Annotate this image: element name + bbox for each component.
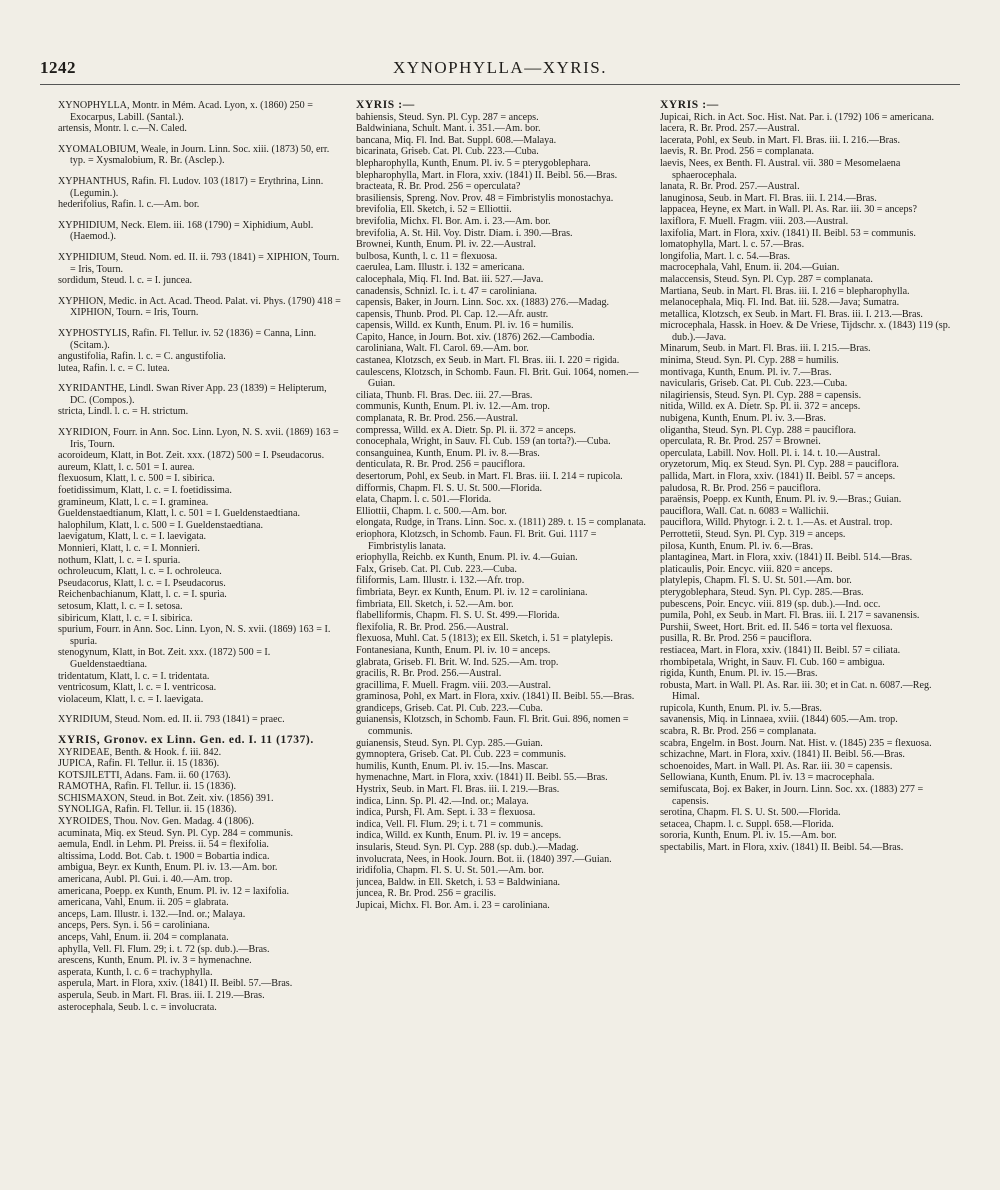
entry-line: lappacea, Heyne, ex Mart. in Wall. Pl. As. Rar. iii. 30 = anceps?	[660, 204, 917, 216]
entry-line: lanata, R. Br. Prod. 257.—Austral.	[660, 181, 800, 193]
entry-line: Monnieri, Klatt, l. c. = I. Monnieri.	[58, 543, 200, 554]
entry-line: asperata, Kunth, l. c. 6 = trachyphylla.	[58, 966, 213, 978]
entry-line: difformis, Chapm. Fl. S. U. St. 500.—Florida.	[356, 482, 542, 494]
entry-line: tridentatum, Klatt, l. c. = I. tridentata.	[58, 670, 210, 682]
entry-line: blepharophylla, Kunth, Enum. Pl. iv. 5 = pterygoblephara.	[356, 157, 591, 169]
entry-line: Fontanesiana, Kunth, Enum. Pl. iv. 10 = anceps.	[356, 644, 551, 656]
entry-line: Baldwiniana, Schult. Mant. i. 351.—Am. bor.	[356, 123, 541, 135]
entry-line: canadensis, Schnizl. Ic. i. t. 47 = caroliniana.	[356, 285, 537, 297]
entry-line: navicularis, Griseb. Cat. Pl. Cub. 223.—Cuba.	[660, 378, 848, 390]
entry-line: castanea, Klotzsch, ex Seub. in Mart. Fl. Bras. iii. I. 220 = rigida.	[356, 355, 620, 367]
entry-line: longifolia, Mart. l. c. 54.—Bras.	[660, 250, 791, 262]
entry-line: juncea, R. Br. Prod. 256 = gracilis.	[356, 888, 496, 900]
entry-line: graminosa, Pohl, ex Mart. in Flora, xxiv. (1841) II. Beibl. 55.—Bras.	[356, 691, 635, 703]
entry-line: hederifolius, Rafin. l. c.—Am. bor.	[58, 199, 200, 211]
column-left	[58, 100, 343, 1180]
entry-line: brasiliensis, Spreng. Nov. Prov. 48 = Fimbristylis monostachya.	[356, 192, 614, 204]
entry-line: compressa, Willd. ex A. Dietr. Sp. Pl. ii. 372 = anceps.	[356, 424, 576, 436]
entry-line: operculata, R. Br. Prod. 257 = Brownei.	[660, 436, 821, 448]
entry-line: Gueldenstaedtianum, Klatt, l. c. 501 = I. Gueldenstaedtiana.	[58, 508, 300, 520]
entry-line: flexuosa, Muhl. Cat. 5 (1813); ex Ell. Sketch, i. 51 = platylepis.	[356, 633, 613, 645]
entry-line: robusta, Mart. in Wall. Pl. As. Rar. iii. 30; et in Cat. n. 6087.—Reg. Himal.	[660, 679, 932, 703]
entry-line: grandiceps, Griseb. Cat. Pl. Cub. 223.—Cuba.	[356, 702, 543, 714]
entry-line: bahiensis, Steud. Syn. Pl. Cyp. 287 = anceps.	[356, 111, 539, 123]
entry-line: pumila, Pohl, ex Seub. in Mart. Fl. Bras. iii. I. 217 = savanensis.	[660, 610, 920, 622]
entry-line: guianensis, Steud. Syn. Pl. Cyp. 285.—Guian.	[356, 737, 543, 749]
entry-line: hymenachne, Mart. in Flora, xxiv. (1841) II. Beibl. 55.—Bras.	[356, 772, 608, 784]
entry-line: asperula, Seub. in Mart. Fl. Bras. iii. I. 219.—Bras.	[58, 989, 265, 1001]
entry-line: pusilla, R. Br. Prod. 256 = pauciflora.	[660, 633, 812, 645]
entry-line: sororia, Kunth, Enum. Pl. iv. 15.—Am. bor.	[660, 830, 837, 842]
entry-line: flexuosum, Klatt, l. c. 500 = I. sibirica.	[58, 473, 215, 485]
entry-line: scabra, Engelm. in Bost. Journ. Nat. Hist. v. (1845) 235 = flexuosa.	[660, 737, 932, 749]
entry-line: rhombipetala, Wright, in Sauv. Fl. Cub. 160 = ambigua.	[660, 656, 885, 668]
entry-line: insularis, Steud. Syn. Pl. Cyp. 288 (sp. dub.).—Madag.	[356, 842, 579, 853]
entry-line: elongata, Rudge, in Trans. Linn. Soc. x. (1811) 289. t. 15 = complanata.	[356, 517, 646, 529]
entry-line: XYPHOSTYLIS, Rafin. Fl. Tellur. iv. 52 (1836) = Canna, Linn. (Scitam.).	[58, 327, 317, 351]
entry-line: brevifolia, Ell. Sketch, i. 52 = Elliottii.	[356, 204, 512, 216]
entry-line: Purshii, Sweet, Hort. Brit. ed. II. 546 = torta vel flexuosa.	[660, 621, 893, 633]
entry-line: XYPHIDIUM, Neck. Elem. iii. 168 (1790) = Xiphidium, Aubl. (Haemod.).	[58, 219, 314, 243]
entry-line: melanocephala, Miq. Fl. Ind. Bat. iii. 528.—Java; Sumatra.	[660, 297, 900, 309]
page-header	[40, 52, 960, 82]
entry-line: bulbosa, Kunth, l. c. 11 = flexuosa.	[356, 250, 498, 262]
entry-line: scabra, R. Br. Prod. 256 = complanata.	[660, 726, 817, 738]
entry-line: paludosa, R. Br. Prod. 256 = pauciflora.	[660, 482, 821, 494]
entry-line: arescens, Kunth, Enum. Pl. iv. 3 = hymenachne.	[58, 955, 252, 967]
entry-line: iridifolia, Chapm. Fl. S. U. St. 501.—Am. bor.	[356, 865, 544, 877]
column-right	[660, 100, 952, 1180]
entry-line: XYRIS, Gronov. ex Linn. Gen. ed. I. 11 (1737).	[58, 733, 314, 746]
entry-line: savanensis, Miq. in Linnaea, xviii. (1844) 605.—Am. trop.	[660, 714, 898, 726]
entry-line: laevis, R. Br. Prod. 256 = complanata.	[660, 146, 814, 158]
entry-line: spectabilis, Mart. in Flora, xxiv. (1841) II. Beibl. 54.—Bras.	[660, 842, 904, 853]
entry-line: Jupicai, Rich. in Act. Soc. Hist. Nat. Par. i. (1792) 106 = americana.	[660, 111, 934, 123]
entry-line: halophilum, Klatt, l. c. 500 = I. Gueldenstaedtiana.	[58, 519, 263, 531]
entry-line: lomatophylla, Mart. l. c. 57.—Bras.	[660, 239, 805, 251]
entry-line: indica, Pursh, Fl. Am. Sept. i. 33 = flexuosa.	[356, 807, 536, 819]
entry-line: XYROIDES, Thou. Nov. Gen. Madag. 4 (1806).	[58, 816, 254, 828]
entry-line: Jupicai, Michx. Fl. Bor. Am. i. 23 = caroliniana.	[356, 899, 550, 911]
entry-line: SYNOLIGA, Rafin. Fl. Tellur. ii. 15 (1836).	[58, 804, 237, 816]
entry-line: americana, Aubl. Pl. Gui. i. 40.—Am. trop.	[58, 874, 233, 886]
entry-line: communis, Kunth, Enum. Pl. iv. 12.—Am. trop.	[356, 401, 550, 413]
entry-line: sordidum, Steud. l. c. = I. juncea.	[58, 275, 193, 287]
entry-line: lacerata, Pohl, ex Seub. in Mart. Fl. Bras. iii. I. 216.—Bras.	[660, 134, 900, 146]
entry-line: malaccensis, Steud. Syn. Pl. Cyp. 287 = complanata.	[660, 273, 873, 285]
entry-line: foetidissimum, Klatt, l. c. = I. foetidissima.	[58, 485, 232, 497]
column-middle	[356, 100, 646, 1180]
entry-line: Elliottii, Chapm. l. c. 500.—Am. bor.	[356, 505, 507, 517]
entry-line: asperula, Mart. in Flora, xxiv. (1841) II. Beibl. 57.—Bras.	[58, 978, 293, 990]
entry-line: caulescens, Klotzsch, in Schomb. Faun. Fl. Brit. Gui. 1064, nomen.—Guian.	[356, 366, 639, 390]
entry-line: caerulea, Lam. Illustr. i. 132 = americana.	[356, 262, 525, 274]
entry-line: indica, Vell. Fl. Flum. 29; i. t. 71 = communis.	[356, 818, 544, 830]
entry-line: Minarum, Seub. in Mart. Fl. Bras. iii. I. 215.—Bras.	[660, 343, 871, 355]
entry-line: Brownei, Kunth, Enum. Pl. iv. 22.—Austral.	[356, 239, 536, 251]
entry-line: nothum, Klatt, l. c. = I. spuria.	[58, 554, 181, 566]
entry-line: minima, Steud. Syn. Pl. Cyp. 288 = humilis.	[660, 355, 839, 367]
entry-line: setosum, Klatt, l. c. = I. setosa.	[58, 600, 183, 612]
entry-line: sibiricum, Klatt, l. c. = I. sibirica.	[58, 612, 193, 624]
entry-line: Capito, Hance, in Journ. Bot. xiv. (1876) 262.—Cambodia.	[356, 331, 595, 343]
entry-line: capensis, Baker, in Journ. Linn. Soc. xx. (1883) 276.—Madag.	[356, 297, 610, 309]
entry-line: gracilis, R. Br. Prod. 256.—Austral.	[356, 668, 502, 680]
entry-line: ochroleucum, Klatt, l. c. = I. ochroleuca.	[58, 566, 222, 578]
entry-line: laevigatum, Klatt, l. c. = I. laevigata.	[58, 531, 207, 543]
entry-line: filiformis, Lam. Illustr. i. 132.—Afr. trop.	[356, 575, 525, 587]
entry-line: guianensis, Klotzsch, in Schomb. Faun. Fl. Brit. Gui. 896, nomen = communis.	[356, 714, 629, 738]
entry-line: glabrata, Griseb. Fl. Brit. W. Ind. 525.—Am. trop.	[356, 656, 559, 668]
entry-line: pilosa, Kunth, Enum. Pl. iv. 6.—Bras.	[660, 540, 813, 552]
entry-line: fimbriata, Beyr. ex Kunth, Enum. Pl. iv. 12 = caroliniana.	[356, 586, 588, 598]
entry-line: pauciflora, Wall. Cat. n. 6083 = Wallichii.	[660, 505, 829, 517]
entry-line: lutea, Rafin. l. c. = C. lutea.	[58, 362, 170, 374]
entry-line: restiacea, Mart. in Flora, xxiv. (1841) II. Beibl. 57 = ciliata.	[660, 644, 901, 656]
entry-line: nitida, Willd. ex A. Dietr. Sp. Pl. ii. 372 = anceps.	[660, 401, 861, 413]
entry-line: paraënsis, Poepp. ex Kunth, Enum. Pl. iv. 9.—Bras.; Guian.	[660, 494, 902, 506]
entry-line: aureum, Klatt, l. c. 501 = I. aurea.	[58, 461, 195, 473]
entry-line: XYPHION, Medic. in Act. Acad. Theod. Palat. vi. Phys. (1790) 418 = XIPHION, Tourn. = Iris, Tourn.	[58, 295, 341, 319]
entry-line: serotina, Chapm. Fl. S. U. St. 500.—Florida.	[660, 807, 841, 819]
entry-line: indica, Willd. ex Kunth, Enum. Pl. iv. 19 = anceps.	[356, 830, 562, 842]
entry-line: anceps, Vahl, Enum. ii. 204 = complanata.	[58, 932, 229, 943]
entry-line: bancana, Miq. Fl. Ind. Bat. Suppl. 608.—Malaya.	[356, 134, 557, 146]
entry-line: elata, Chapm. l. c. 501.—Florida.	[356, 494, 492, 506]
entry-line: caroliniana, Walt. Fl. Carol. 69.—Am. bor.	[356, 343, 529, 355]
entry-line: plantaginea, Mart. in Flora, xxiv. (1841) II. Beibl. 514.—Bras.	[660, 552, 913, 564]
entry-line: capensis, Willd. ex Kunth, Enum. Pl. iv. 16 = humilis.	[356, 320, 574, 332]
entry-line: XYNOPHYLLA, Montr. in Mém. Acad. Lyon, x. (1860) 250 = Exocarpus, Labill. (Santal.).	[58, 100, 313, 123]
entry-line: bicarinata, Griseb. Cat. Pl. Cub. 223.—Cuba.	[356, 146, 539, 158]
entry-line: ventricosum, Klatt, l. c. = I. ventricosa.	[58, 682, 217, 694]
entry-line: gramineum, Klatt, l. c. = I. graminea.	[58, 496, 209, 508]
entry-line: complanata, R. Br. Prod. 256.—Austral.	[356, 413, 519, 425]
entry-line: desertorum, Pohl, ex Seub. in Mart. Fl. Bras. iii. I. 214 = rupicola.	[356, 471, 623, 482]
entry-line: nilagiriensis, Steud. Syn. Pl. Cyp. 288 = capensis.	[660, 389, 862, 401]
entry-line: rigida, Kunth, Enum. Pl. iv. 15.—Bras.	[660, 668, 818, 680]
entry-line: operculata, Labill. Nov. Holl. Pl. i. 14. t. 10.—Austral.	[660, 447, 881, 459]
entry-line: ambigua, Beyr. ex Kunth, Enum. Pl. iv. 13.—Am. bor.	[58, 862, 278, 874]
entry-line: spurium, Fourr. in Ann. Soc. Linn. Lyon, N. S. xvii. (1869) 163 = I. spuria.	[58, 624, 331, 647]
entry-line: XYRIS :—	[356, 100, 415, 111]
entry-line: lacera, R. Br. Prod. 257.—Austral.	[660, 123, 800, 135]
entry-line: Perrottetii, Steud. Syn. Pl. Cyp. 319 = anceps.	[660, 528, 846, 540]
entry-line: capensis, Thunb. Prod. Pl. Cap. 12.—Afr. austr.	[356, 308, 549, 320]
entry-line: platicaulis, Poir. Encyc. viii. 820 = anceps.	[660, 563, 833, 575]
entry-line: laevis, Nees, ex Benth. Fl. Austral. vii. 380 = Mesomelaena sphaerocephala.	[660, 157, 901, 181]
entry-line: rupicola, Kunth, Enum. Pl. iv. 5.—Bras.	[660, 702, 822, 714]
entry-line: XYRIDIUM, Steud. Nom. ed. II. ii. 793 (1841) = praec.	[58, 714, 285, 726]
entry-line: microcephala, Hassk. in Hoev. & De Vriese, Tijdschr. x. (1843) 119 (sp. dub.).—Java.	[660, 320, 951, 343]
header-rule	[40, 84, 960, 85]
entry-line: gracillima, F. Muell. Fragm. viii. 203.—Austral.	[356, 679, 551, 691]
entry-line: violaceum, Klatt, l. c. = I. laevigata.	[58, 693, 204, 705]
entry-line: schizachne, Mart. in Flora, xxiv. (1841) II. Beibl. 56.—Bras.	[660, 749, 905, 761]
entry-line: altissima, Lodd. Bot. Cab. t. 1900 = Bobartia indica.	[58, 850, 270, 862]
entry-line: oligantha, Steud. Syn. Pl. Cyp. 288 = pauciflora.	[660, 424, 857, 436]
entry-line: stenogynum, Klatt, in Bot. Zeit. xxx. (1872) 500 = I. Gueldenstaedtiana.	[58, 647, 271, 670]
entry-line: humilis, Kunth, Enum. Pl. iv. 15.—Ins. Mascar.	[356, 760, 549, 772]
entry-line: Martiana, Seub. in Mart. Fl. Bras. iii. I. 216 = blepharophylla.	[660, 285, 910, 297]
entry-line: acoroideum, Klatt, in Bot. Zeit. xxx. (1872) 500 = I. Pseudacorus.	[58, 450, 325, 462]
entry-line: RAMOTHA, Rafin. Fl. Tellur. ii. 15 (1836).	[58, 781, 236, 793]
entry-line: semifuscata, Boj. ex Baker, in Journ. Linn. Soc. xx. (1883) 277 = capensis.	[660, 784, 924, 807]
entry-line: flabelliformis, Chapm. Fl. S. U. St. 499.—Florida.	[356, 610, 560, 622]
entry-line: angustifolia, Rafin. l. c. = C. angustifolia.	[58, 351, 226, 363]
entry-line: flexifolia, R. Br. Prod. 256.—Austral.	[356, 621, 509, 633]
entry-line: conocephala, Wright, in Sauv. Fl. Cub. 159 (an torta?).—Cuba.	[356, 436, 611, 448]
entry-line: gymnoptera, Griseb. Cat. Pl. Cub. 223 = communis.	[356, 749, 567, 761]
entry-line: asterocephala, Seub. l. c. = involucrata.	[58, 1001, 217, 1013]
entry-line: Pseudacorus, Klatt, l. c. = I. Pseudacorus.	[58, 577, 226, 589]
entry-line: XYRIDANTHE, Lindl. Swan River App. 23 (1839) = Helipterum, DC. (Compos.).	[58, 383, 327, 406]
entry-line: pubescens, Poir. Encyc. viii. 819 (sp. dub.).—Ind. occ.	[660, 598, 881, 610]
running-title: XYNOPHYLLA—XYRIS.	[393, 58, 607, 77]
entry-line: SCHISMAXON, Steud. in Bot. Zeit. xiv. (1856) 391.	[58, 792, 274, 804]
entry-line: platylepis, Chapm. Fl. S. U. St. 501.—Am. bor.	[660, 575, 852, 587]
entry-line: JUPICA, Rafin. Fl. Tellur. ii. 15 (1836).	[58, 758, 220, 770]
entry-line: calocephala, Miq. Fl. Ind. Bat. iii. 527.—Java.	[356, 273, 544, 285]
entry-line: americana, Vahl, Enum. ii. 205 = glabrata.	[58, 897, 229, 909]
entry-line: KOTSJILETTI, Adans. Fam. ii. 60 (1763).	[58, 769, 231, 781]
entry-line: stricta, Lindl. l. c. = H. strictum.	[58, 406, 189, 418]
entry-line: juncea, Baldw. in Ell. Sketch, i. 53 = Baldwiniana.	[356, 876, 561, 888]
entry-line: anceps, Pers. Syn. i. 56 = caroliniana.	[58, 920, 210, 932]
entry-line: metallica, Klotzsch, ex Seub. in Mart. Fl. Bras. iii. I. 213.—Bras.	[660, 308, 923, 320]
entry-line: involucrata, Nees, in Hook. Journ. Bot. ii. (1840) 397.—Guian.	[356, 853, 612, 865]
entry-line: ciliata, Thunb. Fl. Bras. Dec. iii. 27.—Bras.	[356, 389, 533, 401]
entry-line: americana, Poepp. ex Kunth, Enum. Pl. iv. 12 = laxifolia.	[58, 885, 289, 897]
entry-line: oryzetorum, Miq. ex Steud. Syn. Pl. Cyp. 288 = pauciflora.	[660, 459, 899, 471]
entry-line: nubigena, Kunth, Enum. Pl. iv. 3.—Bras.	[660, 413, 826, 425]
entry-line: laxiflora, F. Muell. Fragm. viii. 203.—Austral.	[660, 215, 849, 227]
entry-line: aphylla, Vell. Fl. Flum. 29; i. t. 72 (sp. dub.).—Bras.	[58, 943, 270, 955]
entry-line: blepharophylla, Mart. in Flora, xxiv. (1841) II. Beibl. 56.—Bras.	[356, 169, 618, 181]
entry-line: XYPHANTHUS, Rafin. Fl. Ludov. 103 (1817) = Erythrina, Linn. (Legumin.).	[58, 175, 324, 199]
page-number: 1242	[40, 58, 76, 77]
entry-line: macrocephala, Vahl, Enum. ii. 204.—Guian.	[660, 262, 840, 274]
entry-line: bracteata, R. Br. Prod. 256 = operculata?	[356, 181, 521, 193]
entry-line: XYOMALOBIUM, Weale, in Journ. Linn. Soc. xiii. (1873) 50, err. typ. = Xysmalobium, R. Br. (Asclep.).	[58, 143, 330, 167]
entry-line: Hystrix, Seub. in Mart. Fl. Bras. iii. I. 219.—Bras.	[356, 784, 560, 796]
entry-line: setacea, Chapm. l. c. Suppl. 658.—Florida.	[660, 818, 834, 830]
entry-line: eriophora, Klotzsch, in Schomb. Faun. Fl. Brit. Gui. 1117 = Fimbristylis lanata.	[356, 528, 597, 552]
entry-line: eriophylla, Reichb. ex Kunth, Enum. Pl. iv. 4.—Guian.	[356, 552, 578, 564]
entry-line: laxifolia, Mart. in Flora, xxiv. (1841) II. Beibl. 53 = communis.	[660, 227, 916, 239]
entry-line: fimbriata, Ell. Sketch, i. 52.—Am. bor.	[356, 598, 514, 610]
entry-line: XYPHIDIUM, Steud. Nom. ed. II. ii. 793 (1841) = XIPHION, Tourn. = Iris, Tourn.	[58, 251, 340, 275]
entry-line: lanuginosa, Seub. in Mart. Fl. Bras. iii. I. 214.—Bras.	[660, 192, 877, 204]
entry-line: consanguinea, Kunth, Enum. Pl. iv. 8.—Bras.	[356, 447, 540, 459]
entry-line: XYRIDEAE, Benth. & Hook. f. iii. 842.	[58, 746, 222, 758]
entry-line: pauciflora, Willd. Phytogr. i. 2. t. 1.—As. et Austral. trop.	[660, 517, 893, 529]
entry-line: montivaga, Kunth, Enum. Pl. iv. 7.—Bras.	[660, 366, 832, 378]
entry-line: Sellowiana, Kunth, Enum. Pl. iv. 13 = macrocephala.	[660, 772, 875, 784]
entry-line: acuminata, Miq. ex Steud. Syn. Pl. Cyp. 284 = communis.	[58, 827, 294, 839]
entry-line: aemula, Endl. in Lehm. Pl. Preiss. ii. 54 = flexifolia.	[58, 839, 269, 851]
entry-line: Reichenbachianum, Klatt, l. c. = I. spuria.	[58, 589, 227, 601]
entry-line: denticulata, R. Br. Prod. 256 = pauciflora.	[356, 459, 526, 471]
entry-line: Falx, Griseb. Cat. Pl. Cub. 223.—Cuba.	[356, 563, 517, 575]
entry-line: pallida, Mart. in Flora, xxiv. (1841) II. Beibl. 57 = anceps.	[660, 471, 896, 482]
entry-line: brevifolia, A. St. Hil. Voy. Distr. Diam. i. 390.—Bras.	[356, 227, 573, 239]
entry-line: XYRIS :—	[660, 100, 719, 111]
entry-line: anceps, Lam. Illustr. i. 132.—Ind. or.; Malaya.	[58, 908, 246, 920]
entry-line: artensis, Montr. l. c.—N. Caled.	[58, 123, 187, 135]
entry-line: schoenoides, Mart. in Wall. Pl. As. Rar. iii. 30 = capensis.	[660, 760, 893, 772]
entry-line: XYRIDION, Fourr. in Ann. Soc. Linn. Lyon, N. S. xvii. (1869) 163 = Iris, Tourn.	[58, 427, 339, 450]
entry-line: brevifolia, Michx. Fl. Bor. Am. i. 23.—Am. bor.	[356, 215, 551, 227]
entry-line: pterygoblephara, Steud. Syn. Pl. Cyp. 285.—Bras.	[660, 586, 864, 598]
entry-line: indica, Linn. Sp. Pl. 42.—Ind. or.; Malaya.	[356, 795, 529, 807]
